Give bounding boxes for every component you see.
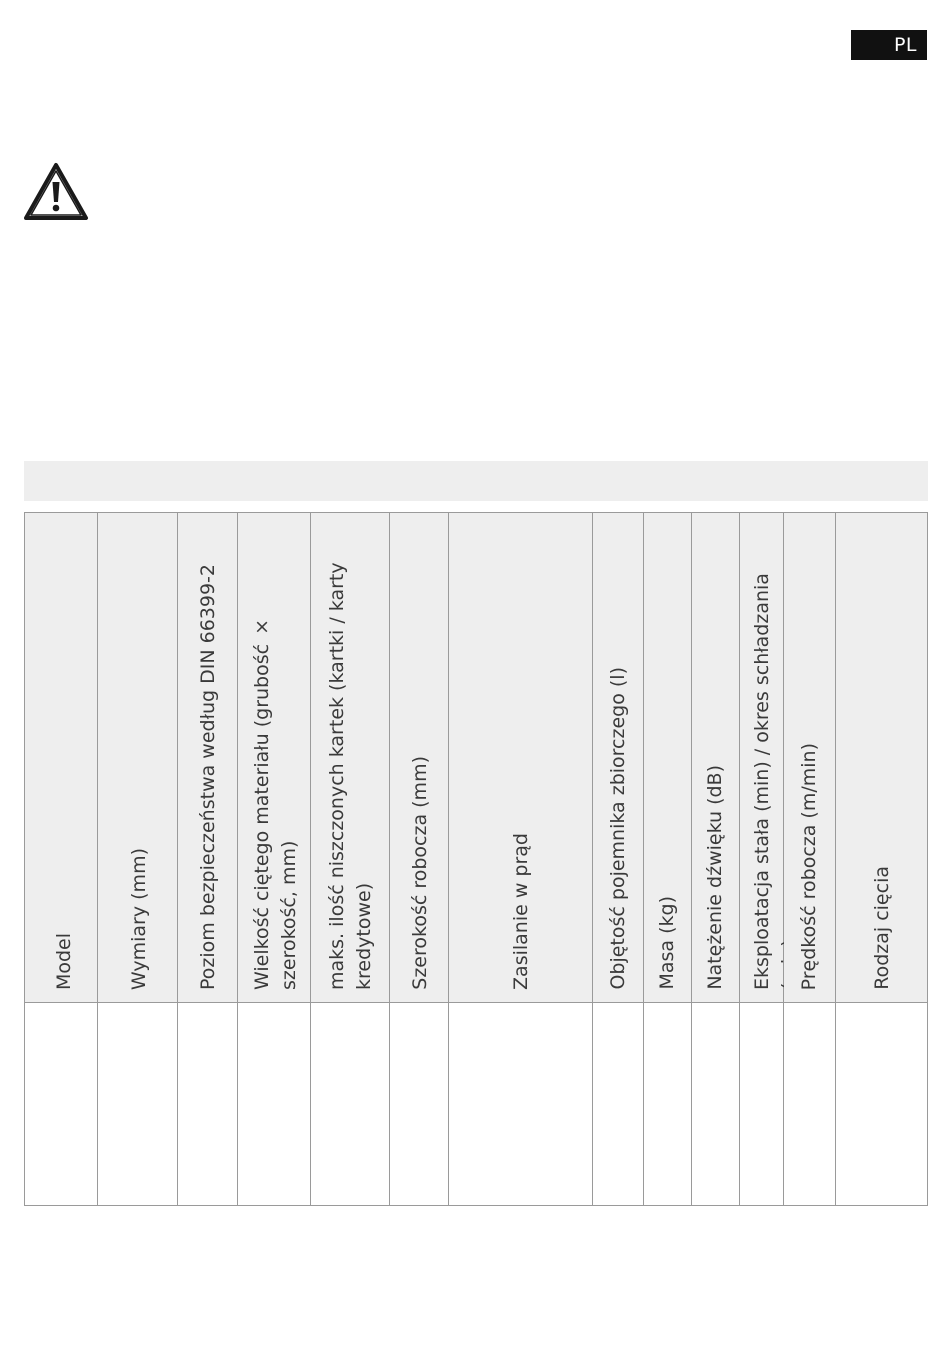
column-header [238, 513, 310, 1003]
column-bin-volume [593, 513, 644, 1205]
column-label: Wielkość ciętego materiału (grubość × szerokość, mm) [251, 615, 300, 990]
column-value-cell [238, 1003, 310, 1205]
column-value-cell [784, 1003, 835, 1205]
column-header [740, 513, 783, 1003]
column-label: Natężenie dźwięku (dB) [704, 765, 726, 990]
column-weight [644, 513, 692, 1205]
section-header-band [24, 461, 928, 501]
language-badge: PL [851, 30, 927, 60]
column-noise-level [692, 513, 740, 1205]
column-duty-cycle [740, 513, 784, 1205]
column-header [593, 513, 643, 1003]
column-cut-size [238, 513, 311, 1205]
column-value-cell [836, 1003, 927, 1205]
column-security-level [178, 513, 238, 1205]
column-label: Masa (kg) [656, 896, 678, 990]
column-label: Eksploatacja stała (min) / okres schładzania [751, 573, 773, 990]
column-label: Rodzaj cięcia [871, 866, 893, 990]
column-value-cell [390, 1003, 448, 1205]
column-model [25, 513, 98, 1205]
column-value-cell [740, 1003, 783, 1205]
column-label: Objętość pojemnika zbiorczego (l) [607, 667, 629, 990]
column-working-speed [784, 513, 836, 1205]
column-header [784, 513, 835, 1003]
column-label: Wymiary (mm) [128, 847, 150, 990]
spec-table [24, 512, 928, 1206]
column-header [836, 513, 927, 1003]
column-label: Zasilanie w prąd [510, 833, 532, 990]
column-header [178, 513, 237, 1003]
column-max-sheets [311, 513, 390, 1205]
column-power-supply [449, 513, 593, 1205]
column-header [311, 513, 389, 1003]
column-label: Szerokość robocza (mm) [409, 756, 431, 990]
column-value-cell [311, 1003, 389, 1205]
column-working-width [390, 513, 449, 1205]
column-header [692, 513, 739, 1003]
column-label: Prędkość robocza (m/min) [798, 742, 820, 990]
column-label: maks. ilość niszczonych kartek (kartki / karty kredytowe) [326, 562, 375, 990]
column-cut-type [836, 513, 927, 1205]
column-value-cell [178, 1003, 237, 1205]
column-header [390, 513, 448, 1003]
column-header [644, 513, 691, 1003]
column-header [449, 513, 592, 1003]
column-value-cell [644, 1003, 691, 1205]
column-value-cell [98, 1003, 177, 1205]
column-value-cell [692, 1003, 739, 1205]
column-header [25, 513, 97, 1003]
column-label: Model [53, 932, 75, 990]
column-header [98, 513, 177, 1003]
column-dimensions [98, 513, 178, 1205]
column-value-cell [449, 1003, 592, 1205]
column-value-cell [25, 1003, 97, 1205]
warning-triangle-icon [23, 162, 89, 222]
column-value-cell [593, 1003, 643, 1205]
column-label: Poziom bezpieczeństwa według DIN 66399-2 [197, 563, 219, 990]
